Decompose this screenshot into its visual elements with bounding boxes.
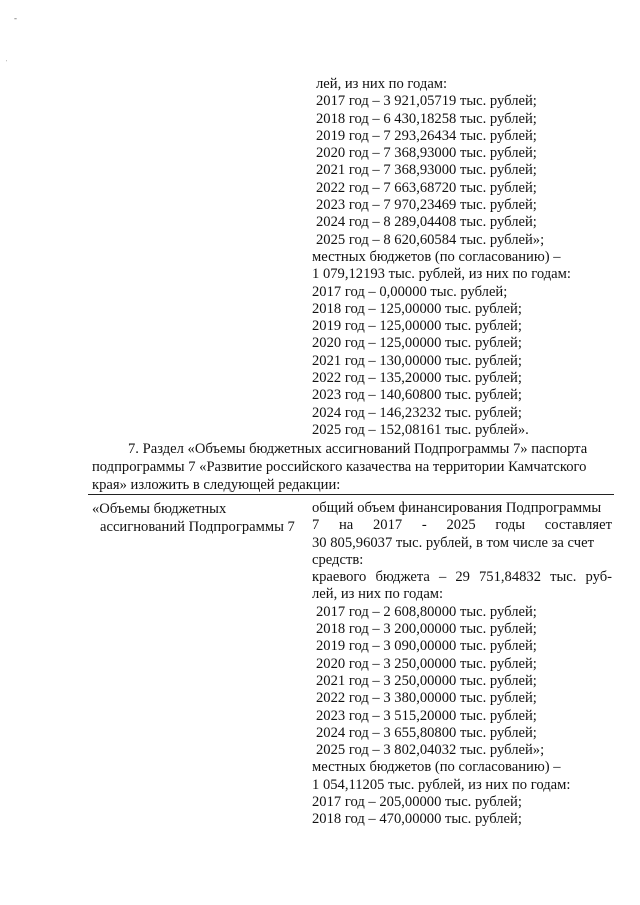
period-line [312,517,612,534]
year-line: 2018 год – 125,00000 тыс. рублей; [312,300,522,317]
word: 29 [455,569,470,586]
word: 2025 [446,517,476,534]
year-line: 2025 год – 152,08161 тыс. рублей». [312,421,529,438]
text-line: лей, из них по годам: [312,586,444,603]
year-line: 2017 год – 3 921,05719 тыс. рублей; [316,93,537,110]
table-top-rule [88,494,614,495]
local-budget-total: 1 054,11205 тыс. рублей, из них по годам: [312,776,571,793]
local-budget-header: местных бюджетов (по согласованию) – [312,759,561,776]
text-line: лей, из них по годам: [316,76,448,92]
year-line: 2021 год – 130,00000 тыс. рублей; [312,352,522,369]
total-amount-line: 30 805,96037 тыс. рублей, в том числе за счет [312,534,594,551]
cell-label-line: ассигнований Подпрограммы 7 [100,519,295,535]
table-right-cell [312,500,612,829]
year-line: 2017 год – 0,00000 тыс. рублей; [312,283,508,300]
year-line: 2023 год – 140,60800 тыс. рублей; [312,387,522,404]
year-line: 2020 год – 125,00000 тыс. рублей; [312,335,522,352]
word: годы [495,517,526,534]
local-budget-total: 1 079,12193 тыс. рублей, из них по годам: [312,266,571,283]
year-line: 2019 год – 3 090,00000 тыс. рублей; [316,638,537,655]
year-line: 2024 год – 8 289,04408 тыс. рублей; [316,214,537,231]
word: руб- [585,569,612,586]
year-line: 2019 год – 125,00000 тыс. рублей; [312,318,522,335]
year-line: 2021 год – 3 250,00000 тыс. рублей; [316,672,537,689]
word: – [438,569,447,586]
regional-budget-line [312,569,612,586]
word: тыс. [550,569,577,586]
year-line: 2020 год – 3 250,00000 тыс. рублей; [316,655,537,672]
word: составляет [544,517,612,534]
year-line: 2023 год – 3 515,20000 тыс. рублей; [316,707,537,724]
table-left-cell [92,500,302,536]
word: бюджета [375,569,430,586]
year-line: 2021 год – 7 368,93000 тыс. рублей; [316,162,537,179]
funding-continuation-block [312,76,612,439]
cell-label-line: «Объемы бюджетных [92,501,227,517]
year-line: 2023 год – 7 970,23469 тыс. рублей; [316,197,537,214]
word: на [339,517,354,534]
year-line: 2025 год – 8 620,60584 тыс. рублей»; [316,231,545,248]
total-funding-line: общий объем финансирования Подпрограммы [312,500,602,516]
corner-mark: - [14,13,17,23]
paragraph-line: края» изложить в следующей редакции: [92,477,341,493]
year-line: 2022 год – 7 663,68720 тыс. рублей; [316,179,537,196]
year-line: 2022 год – 135,20000 тыс. рублей; [312,370,522,387]
paragraph-line: подпрограммы 7 «Развитие российского казачества на территории Камчатского [92,459,587,475]
year-line: 2018 год – 3 200,00000 тыс. рублей; [316,621,537,638]
year-line: 2017 год – 205,00000 тыс. рублей; [312,794,522,811]
sources-label: средств: [312,551,364,568]
year-line: 2017 год – 2 608,80000 тыс. рублей; [316,603,537,620]
year-line: 2022 год – 3 380,00000 тыс. рублей; [316,690,537,707]
year-line: 2025 год – 3 802,04032 тыс. рублей»; [316,742,545,759]
section-7-paragraph [92,440,612,494]
year-line: 2018 год – 470,00000 тыс. рублей; [312,811,522,828]
local-budget-header: местных бюджетов (по согласованию) – [312,248,561,265]
word: 7 [312,517,320,534]
word: краевого [312,569,367,586]
word: 751,84832 [478,569,542,586]
year-line: 2024 год – 3 655,80800 тыс. рублей; [316,724,537,741]
year-line: 2019 год – 7 293,26434 тыс. рублей; [316,127,537,144]
year-line: 2024 год – 146,23232 тыс. рублей; [312,404,522,421]
year-line: 2020 год – 7 368,93000 тыс. рублей; [316,145,537,162]
word: 2017 [373,517,403,534]
margin-mark: ' [6,60,8,66]
word: - [421,517,427,534]
year-line: 2018 год – 6 430,18258 тыс. рублей; [316,110,537,127]
paragraph-line: 7. Раздел «Объемы бюджетных ассигнований Подпрограммы 7» паспорта [128,441,588,457]
